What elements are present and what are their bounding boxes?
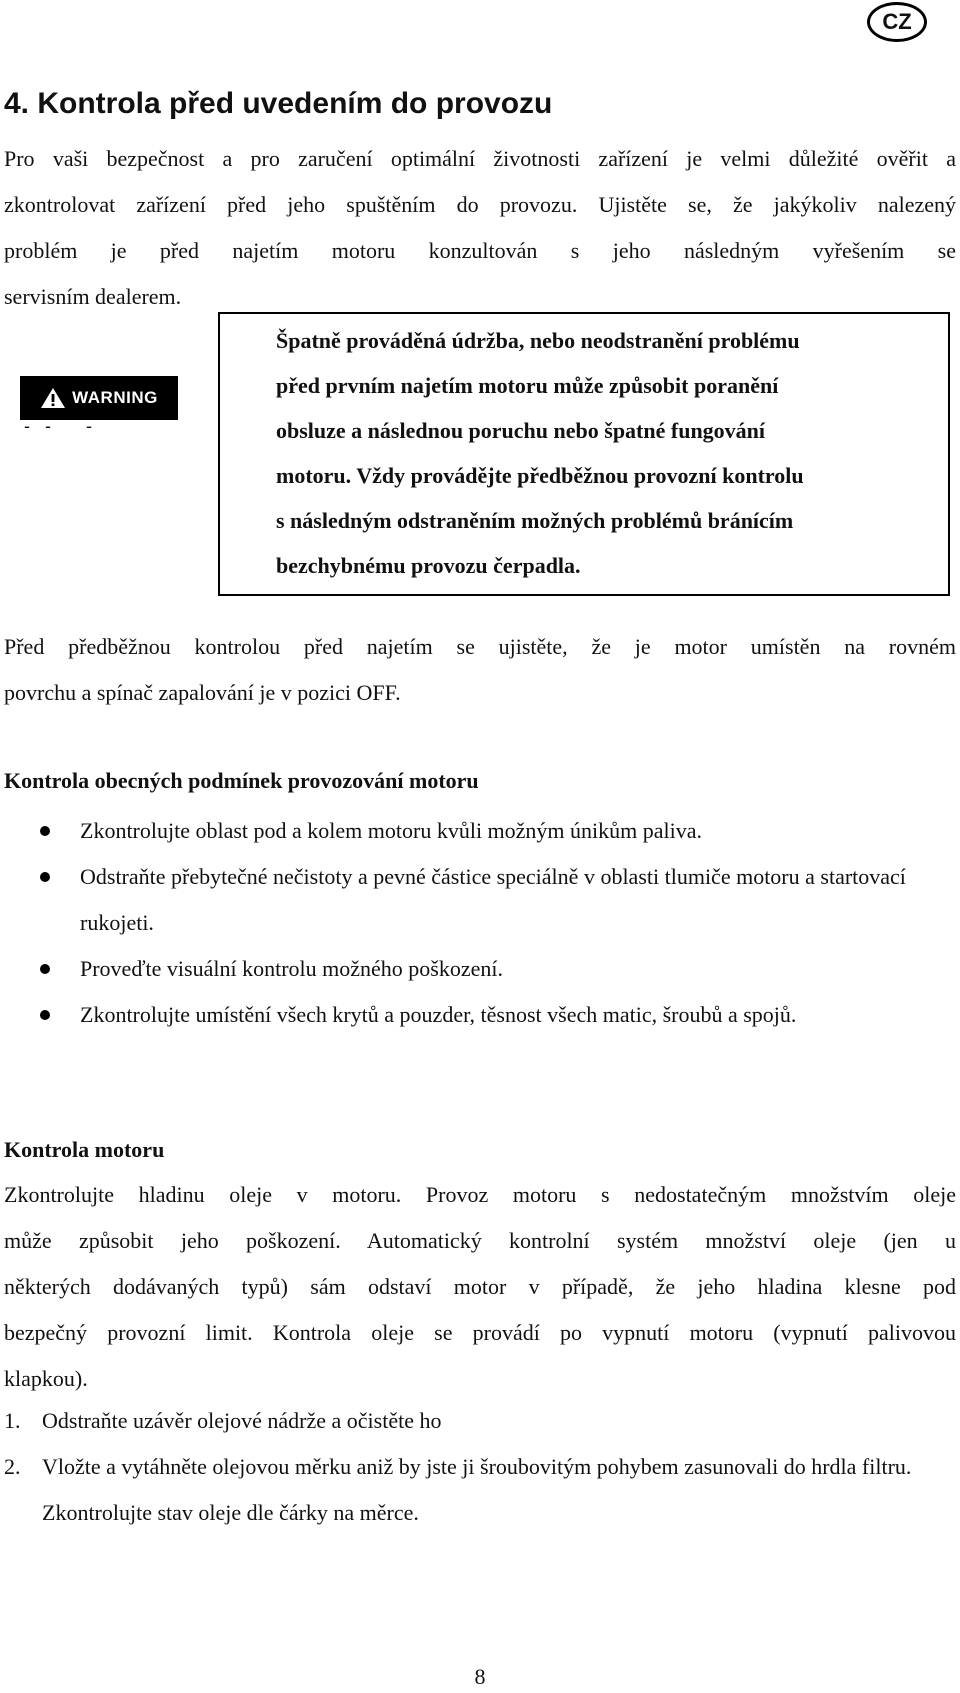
warning-text — [276, 318, 916, 588]
pre-check-line: povrchu a spínač zapalování je v pozici OFF. — [4, 680, 401, 705]
warning-triangle-icon — [40, 387, 66, 409]
engine-check-heading: Kontrola motoru — [4, 1137, 165, 1162]
bullet-icon — [40, 872, 50, 882]
engine-check-line: Zkontrolujte hladinu oleje v motoru. Provoz motoru s nedostatečným množstvím oleje — [4, 1182, 956, 1207]
step-text: Odstraňte uzávěr olejové nádrže a očistěte ho — [42, 1408, 442, 1433]
list-item — [0, 854, 960, 946]
list-item-text: Odstraňte přebytečné nečistoty a pevné částice speciálně v oblasti tlumiče motoru a startovací rukojeti. — [80, 864, 906, 935]
intro-line: Pro vaši bezpečnost a pro zaručení optimální životnosti zařízení je velmi důležité ověřit a — [4, 146, 956, 171]
page-number: 8 — [474, 1664, 486, 1689]
intro-line: problém je před najetím motoru konzultován s jeho následným vyřešením se — [4, 238, 956, 263]
intro-line: zkontrolovat zařízení před jeho spuštěním do provozu. Ujistěte se, že jakýkoliv nalezený — [4, 192, 956, 217]
bullet-icon — [40, 1010, 50, 1020]
engine-check-line: některých dodávaných typů) sám odstaví motor v případě, že jeho hladina klesne pod — [4, 1274, 956, 1299]
warning-line: před prvním najetím motoru může způsobit poranění — [276, 373, 779, 398]
step-item — [0, 1398, 958, 1444]
pre-check-paragraph — [4, 624, 956, 716]
engine-check-line: bezpečný provozní limit. Kontrola oleje se provádí po vypnutí motoru (vypnutí palivovou — [4, 1320, 956, 1345]
list-item-text: Proveďte visuální kontrolu možného poškození. — [80, 956, 503, 981]
warning-label — [20, 376, 178, 420]
general-check-list — [0, 808, 960, 1038]
bullet-icon — [40, 826, 50, 836]
step-number: 1. — [4, 1408, 21, 1433]
warning-label-text: WARNING — [72, 388, 158, 407]
step-text: Vložte a vytáhněte olejovou měrku aniž by jste ji šroubovitým pohybem zasunovali do hrdla filtru. Zkontrolujte stav oleje dle čárky na měrce. — [42, 1454, 912, 1525]
intro-line: servisním dealerem. — [4, 284, 182, 309]
list-item-text: Zkontrolujte oblast pod a kolem motoru kvůli možným únikům paliva. — [80, 818, 703, 843]
intro-paragraph — [4, 136, 956, 320]
engine-check-paragraph — [4, 1172, 956, 1402]
section-title: 4. Kontrola před uvedením do provozu — [4, 87, 553, 120]
warning-line: s následným odstraněním možných problémů bránícím — [276, 508, 794, 533]
country-badge: CZ — [867, 2, 927, 42]
engine-check-line: klapkou). — [4, 1366, 88, 1391]
step-item — [0, 1444, 958, 1536]
engine-check-line: může způsobit jeho poškození. Automatický kontrolní systém množství oleje (jen u — [4, 1228, 956, 1253]
bullet-icon — [40, 964, 50, 974]
warning-line: Špatně prováděná údržba, nebo neodstranění problému — [276, 328, 800, 353]
warning-line: bezchybnému provozu čerpadla. — [276, 553, 581, 578]
list-item — [0, 946, 960, 992]
warning-dashes: - - - — [24, 416, 92, 436]
list-item — [0, 808, 960, 854]
warning-line: motoru. Vždy provádějte předběžnou provozní kontrolu — [276, 463, 804, 488]
general-check-heading: Kontrola obecných podmínek provozování motoru — [4, 768, 479, 793]
list-item — [0, 992, 960, 1038]
warning-line: obsluze a následnou poruchu nebo špatné fungování — [276, 418, 766, 443]
list-item-text: Zkontrolujte umístění všech krytů a pouzder, těsnost všech matic, šroubů a spojů. — [80, 1002, 797, 1027]
engine-check-steps — [0, 1398, 958, 1536]
step-number: 2. — [4, 1454, 21, 1479]
pre-check-line: Před předběžnou kontrolou před najetím se ujistěte, že je motor umístěn na rovném — [4, 634, 956, 659]
